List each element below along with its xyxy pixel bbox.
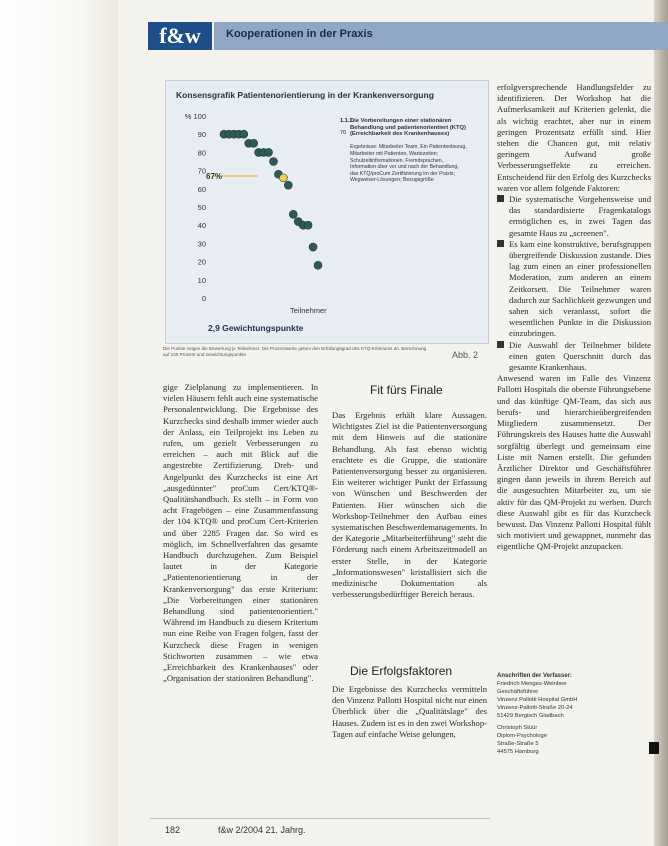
data-point: [304, 221, 312, 229]
data-point: [240, 130, 248, 138]
bullet-item: Es kam eine konstruktive, berufsgruppen übergreifende Diskussion zustande. Dies lag zum einen an einer professionellen Moderation, zum anderen an einem Zeitkorsett. Die Teilnehmer waren dadurch zur Sachlichkeit gezwungen und sahen sich veranlasst, sofort die wesentlichen Punkte in die Diskussion einzubringen.: [497, 239, 651, 340]
legend-body: Ergebnisse: Mitarbeiter Team, Ein Patientenbezug, Mitarbeiter mit Patienten, Wartezeiten; Schulzeitinformationen, Fremdsprachen, Information über vor und nach der Behandlung, das KTQ/proCum Zertifizierung im der Praxis; Wegweiser-Lösungen; Bezugsgröße: [350, 144, 467, 184]
page-spine-shadow: [0, 0, 118, 846]
author-addresses: [497, 672, 647, 756]
address-line: Vinzenz-Pallotti-Straße 20-24: [497, 705, 573, 711]
address-line: 44575 Hamburg: [497, 749, 539, 755]
scatter-chart: [168, 106, 338, 306]
column-1-text: gige Zielplanung zu implementieren. In vielen Häusern fehlt auch eine systematische Personalentwicklung. Die Ergebnisse des Kurzchecks sind deshalb immer wieder auch der Anlass, ein Teilprojekt ins Leben zu rufen, um gezielt Verbesserungen zu erreichen – auch mit Blick auf die angestrebte Zertifizierung. Dreh- und Angelpunkt des Kurzchecks ist eine Art „ausgedünnter" proCum Cert/KTQ®-Qualitätshandbuch. Es stellt – in Form von acht Fragebögen – eine Zusammenfassung der 104 KTQ® und proCum Cert-Kriterien und über 2285 Fragen dar. So wird es möglich, im Schnellverfahren das gesamte Handbuch durchzugehen. Zum Beispiel lautet in der Kategorie „Patientenorientierung in der Krankenversorgung" das erste Kriterium: „Die Vorbereitungen einer stationären Behandlung sind patientenorientiert." Während im Handbuch zu diesem Kriterium nun eine Reihe von Fragen folgen, fasst der Kurzcheck diese Fragen in wenigen Stichworten zusammen – wie etwa „Erreichbarkeit des Krankenhauses" oder „Organisation der stationären Behandlung".: [163, 382, 318, 684]
journal-issue: f&w 2/2004 21. Jahrg.: [218, 825, 306, 835]
page-number: 182: [165, 825, 181, 835]
column-2: [332, 410, 487, 600]
bullet-item: Die Auswahl der Teilnehmer bildete einen guten Querschnitt durch das gesamte Krankenhaus.: [497, 340, 651, 374]
chart-legend: [350, 118, 468, 184]
column-2-text: Das Ergebnis erhält klare Aussagen. Wichtigstes Ziel ist die Patientenversorgung mit dem Hinweis auf die stationäre Behandlung. Als fast ebenso wichtig erachtete es die Gruppe, die stationäre Patientenversorgung besser zu organisieren. Ein weiterer wichtiger Punkt der Erfassung von Wünschen und Beschwerden der Patienten. Hier wünschen sich die Workshop-Teilnehmer den Aufbau eines systematischen Beschwerdemanagements. In der Kategorie „Mitarbeiterführung" steht die Förderung nach einem Arbeitszeitmodell an erster Stelle, in der Kategorie „Informationswesen" kristallisiert sich die medizinische Dokumentation als verbesserungsbedürftiger Bereich heraus.: [332, 410, 487, 600]
highlight-label: 67%: [206, 172, 223, 182]
x-axis-label: Teilnehmer: [290, 306, 327, 315]
column-3-after: Anwesend waren im Falle des Vinzenz Pallotti Hospitals die oberste Führungsebene und das künftige QM-Team, das sich aus berufs- und hierarchieübergreifenden Mitgliedern zusammensetzt. Der Führungskreis des Hauses hatte die Auswahl sorgfältig überlegt und gemeinsam eine Liste mit Namen erstellt. Die gefunden Ärztlicher Direktor und Geschäftsführer gingen dann jeweils in ihrem Bereich auf die ausgesuchten Mitarbeiter zu, um sie aktiv für das QM-Projekt zu werben. Durch diese Auswahl gibt es für das Kurzcheck bewusst. Das Vinzenz Pallotti Hospital fühlt sich motiviert und gewappnet, nunmehr das eigentliche QM-Projekt anzupacken.: [497, 373, 651, 552]
address-line: Diplom-Psychologe: [497, 733, 547, 739]
y-tick-label: 50: [197, 203, 206, 212]
y-tick-label: 80: [197, 148, 206, 158]
address-line: Vinzenz Pallotti Hospital GmbH: [497, 697, 578, 703]
data-point: [309, 243, 317, 251]
y-tick-label: 30: [197, 239, 206, 249]
column-1: [163, 382, 318, 684]
address-line: Straße-Straße 5: [497, 741, 539, 747]
y-tick-label: 60: [197, 184, 206, 194]
end-of-article-mark: [649, 742, 659, 754]
data-point: [250, 139, 258, 147]
data-point: [314, 261, 322, 269]
bullet-square-icon: [497, 195, 504, 202]
address-line: 51429 Bergisch Gladbach: [497, 713, 564, 719]
column-3-intro: erfolgversprechende Handlungsfelder zu identifizieren. Der Workshop hat die Aufmerksamkeit auf Kriterien gelenkt, die als wichtig erachtet, aber nur in einem geringen Prozentsatz erfüllt sind. Hier stehen die Chancen gut, mit relativ geringem Aufwand große Verbesserungseffekte zu erreichen. Entscheidend für den Erfolg des Kurzchecks waren vor allem folgende Faktoren:: [497, 82, 651, 193]
journal-logo: f&w: [148, 22, 212, 50]
address-line: Geschäftsführer: [497, 689, 539, 695]
data-point: [269, 158, 277, 166]
weight-label: 2,9 Gewichtungspunkte: [208, 323, 304, 333]
heading-erfolgsfaktoren: Die Erfolgsfaktoren: [350, 664, 453, 678]
column-3: [497, 82, 651, 553]
y-tick-label: 90: [197, 130, 206, 140]
data-point: [289, 210, 297, 218]
address-heading: Anschriften der Verfasser:: [497, 673, 573, 679]
y-tick-label: 10: [197, 275, 206, 285]
y-tick-label: % 100: [184, 112, 206, 121]
address-line: Friedrich Menges-Weinbee: [497, 681, 567, 687]
legend-number: 1.1.1.: [340, 118, 354, 124]
footer-rule: [150, 818, 490, 819]
bullet-square-icon: [497, 240, 504, 247]
data-point: [284, 181, 292, 189]
y-tick-label: 70: [197, 166, 206, 176]
data-point: [279, 174, 287, 182]
column-2b-text: Die Ergebnisse des Kurzchecks vermitteln den Vinzenz Pallotti Hospital nicht nur einen Überblick über die „Qualitätslage" des Hauses. Zudem ist es in den zwei Workshop-Tagen auf einfache Weise gelungen,: [332, 684, 487, 739]
address-line: Christoph Stüür: [497, 725, 538, 731]
bullet-square-icon: [497, 341, 504, 348]
legend-value: 70: [340, 130, 347, 136]
bullet-item: Die systematische Vorgehensweise und das standardisierte Fragenkatalogs ermöglichen es, in zwei Tagen das gesamte Haus zu „screenen".: [497, 194, 651, 239]
y-tick-label: 40: [197, 221, 206, 231]
figure-caption-text: Die Punkte zeigen die Bewertung je Teilnehmer. Die Prozentwerte geben den Erfüllungsgrad des KTQ-Kriteriums an. Berechnung auf 100 Prozent und Gewichtungspunkte: [163, 346, 427, 357]
column-2-continued: [332, 684, 487, 740]
chart-title: Konsensgrafik Patientenorientierung in der Krankenversorgung: [176, 90, 434, 100]
section-title: Kooperationen in der Praxis: [226, 28, 373, 40]
page-edge: [654, 0, 668, 846]
legend-title: Die Vorbereitungen einer stationären Behandlung und patientenorientiert (KTQ) (Erreichbarkeit des Krankenhauses): [350, 118, 466, 138]
heading-fit-fuers-finale: Fit fürs Finale: [370, 383, 443, 397]
y-tick-label: 0: [201, 294, 206, 303]
y-tick-label: 20: [197, 257, 206, 267]
figure-number: Abb. 2: [452, 350, 479, 360]
data-point: [265, 148, 273, 156]
